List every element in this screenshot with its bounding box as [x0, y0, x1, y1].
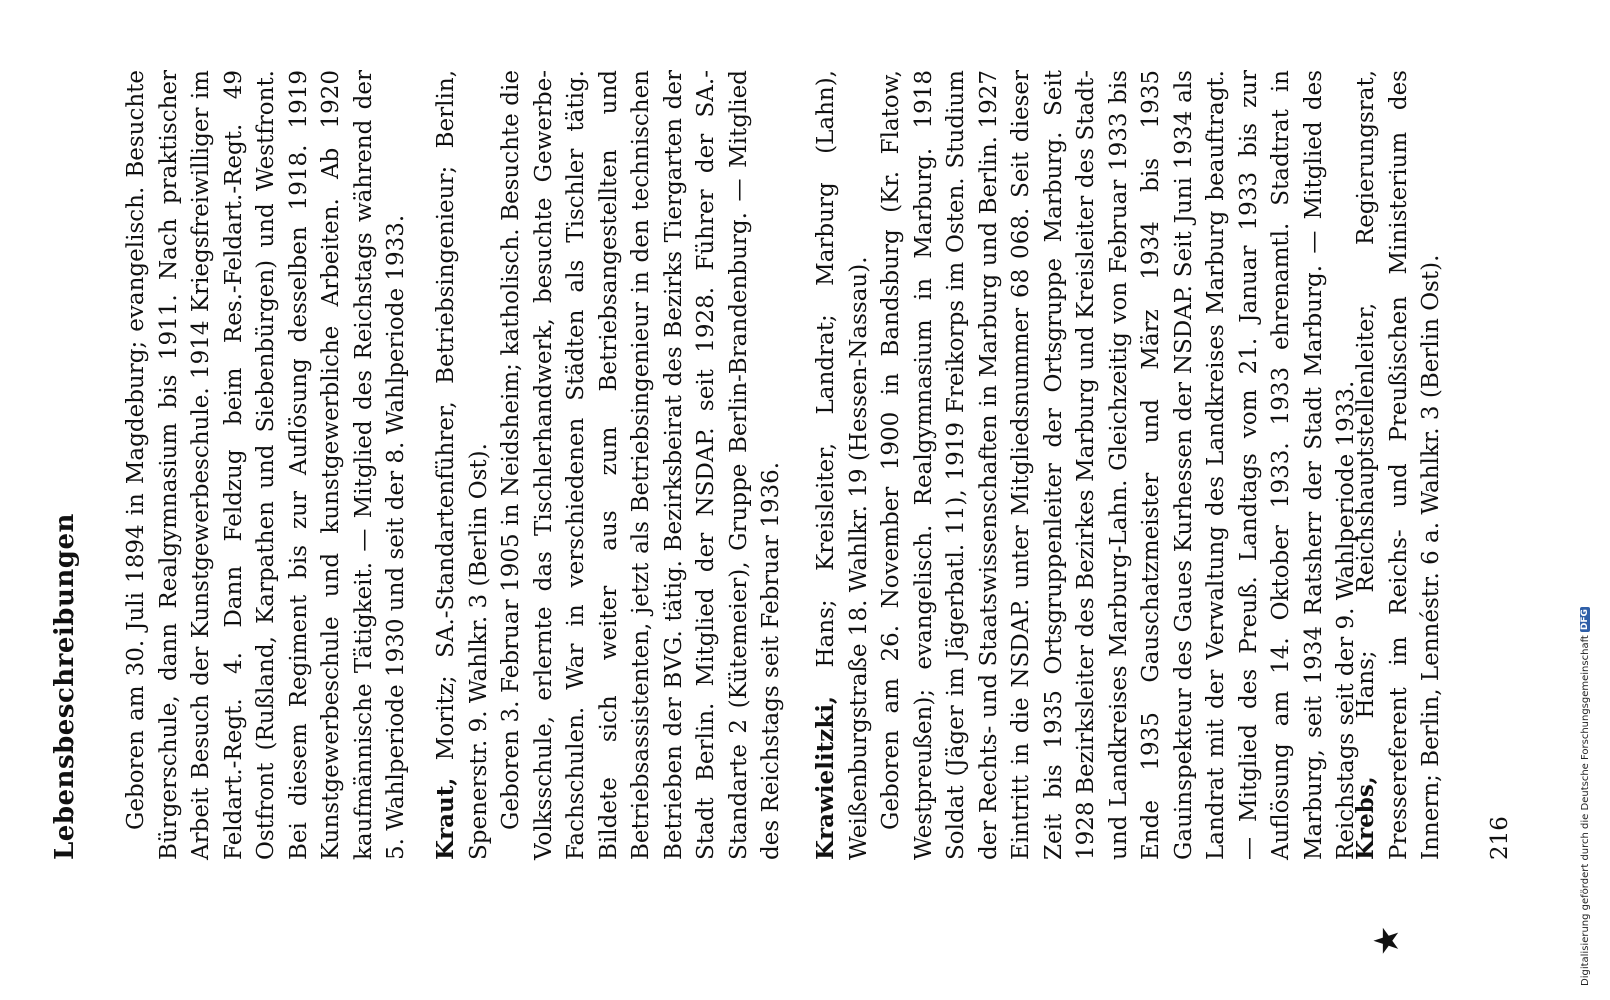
entry-body: Geboren 3. Februar 1905 in Neidsheim; katholisch. Besuchte die Volksschule, erlernte das Tischlerhandwerk, besuchte Gewerbe-Fachschulen. War in verschiedenen Städten als Tischler tätig. Bildete sich weiter aus zum Betriebsangestellten und Betriebsassistenten, jetzt als Betriebsingenieur in den technischen Betrieben der BVG. tätig. Bezirksbeirat des Bezirks Tiergarten der Stadt Berlin. Mitglied der NSDAP. seit 1928. Führer der SA.-Standarte 2 (Kütemeier), Gruppe Berlin-Brandenburg. — Mitglied des Reichstags seit Februar 1936. — [498, 70, 784, 860]
biography-entry-kraut — [430, 70, 788, 860]
biography-entry-krawielitzki — [810, 70, 1363, 860]
entry-head: Moritz; SA.-Standartenführer, Betriebsingenieur; Berlin, Spenerstr. 9. Wahlkr. 3 (Berlin Ost). — [433, 70, 492, 860]
digitization-credit — [1580, 607, 1591, 986]
star-icon: ★ — [1367, 925, 1407, 956]
biography-entry-krebs — [1350, 70, 1448, 860]
biography-entry-1 — [120, 70, 413, 860]
page-number: 216 — [1487, 816, 1513, 860]
credit-text: Digitalisierung gefördert durch die Deutsche Forschungsgemeinschaft — [1580, 635, 1591, 986]
entry-head: Hans; Kreisleiter, Landrat; Marburg (Lahn), Weißenburgstraße 18. Wahlkr. 19 (Hessen-Nassau). — [813, 70, 872, 860]
entry-name: Krebs, — [1352, 776, 1379, 860]
dfg-logo-icon: DFG — [1580, 609, 1590, 631]
entry-body: Geboren am 30. Juli 1894 in Magdeburg; evangelisch. Besuchte Bürgerschule, dann Realgymnasium bis 1911. Nach praktischer Arbeit Besuch der Kunstgewerbeschule. 1914 Kriegsfreiwilliger im Feldart.-Regt. 4. Dann Feldzug beim Res.-Feldart.-Regt. 49 Ostfront (Rußland, Karpathen und Siebenbürgen) und Westfront. Bei diesem Regiment bis zur Auflösung desselben 1918. 1919 Kunstgewerbeschule und kunstgewerbliche Arbeiten. Ab 1920 kaufmännische Tätigkeit. — Mitglied des Reichstags während der 5. Wahlperiode 1930 und seit der 8. Wahlperiode 1933. — [123, 70, 409, 860]
entry-body: Geboren am 26. November 1900 in Bandsburg (Kr. Flatow, Westpreußen); evangelisch. Realgymnasium in Marburg. 1918 Soldat (Jäger im Jägerbatl. 11), 1919 Freikorps im Osten. Studium der Rechts- und Staatswissenschaften in Marburg und Berlin. 1927 Eintritt in die NSDAP. unter Mitgliedsnummer 68 068. Seit dieser Zeit bis 1935 Ortsgruppenleiter der Ortsgruppe Marburg. Seit 1928 Bezirksleiter des Bezirkes Marburg und Kreisleiter des Stadt- und Landkreises Marburg-Lahn. Gleichzeitig von Februar 1933 bis Ende 1935 Gauschatzmeister und März 1934 bis 1935 Gauinspekteur des Gaues Kurhessen der NSDAP. Seit Juni 1934 als Landrat mit der Verwaltung des Landkreises Marburg beauftragt. — Mitglied des Preuß. Landtags vom 21. Januar 1933 bis zur Auflösung am 14. Oktober 1933. 1933 ehrenamtl. Stadtrat in Marburg, seit 1934 Ratsherr der Stadt Marburg. — Mitglied des Reichstags seit der 9. Wahlperiode 1933. — [878, 70, 1359, 860]
entry-head: Hans; Reichshauptstellenleiter, Regierungsrat, Pressereferent im Reichs- und Preußischen Ministerium des Innern; Berlin, Lennéstr. 6 a. Wahlkr. 3 (Berlin Ost). — [1353, 69, 1444, 860]
entry-name: Kraut, — [432, 777, 459, 860]
entry-name: Krawielitzki, — [812, 695, 839, 860]
section-header: Lebensbeschreibungen — [50, 513, 80, 860]
